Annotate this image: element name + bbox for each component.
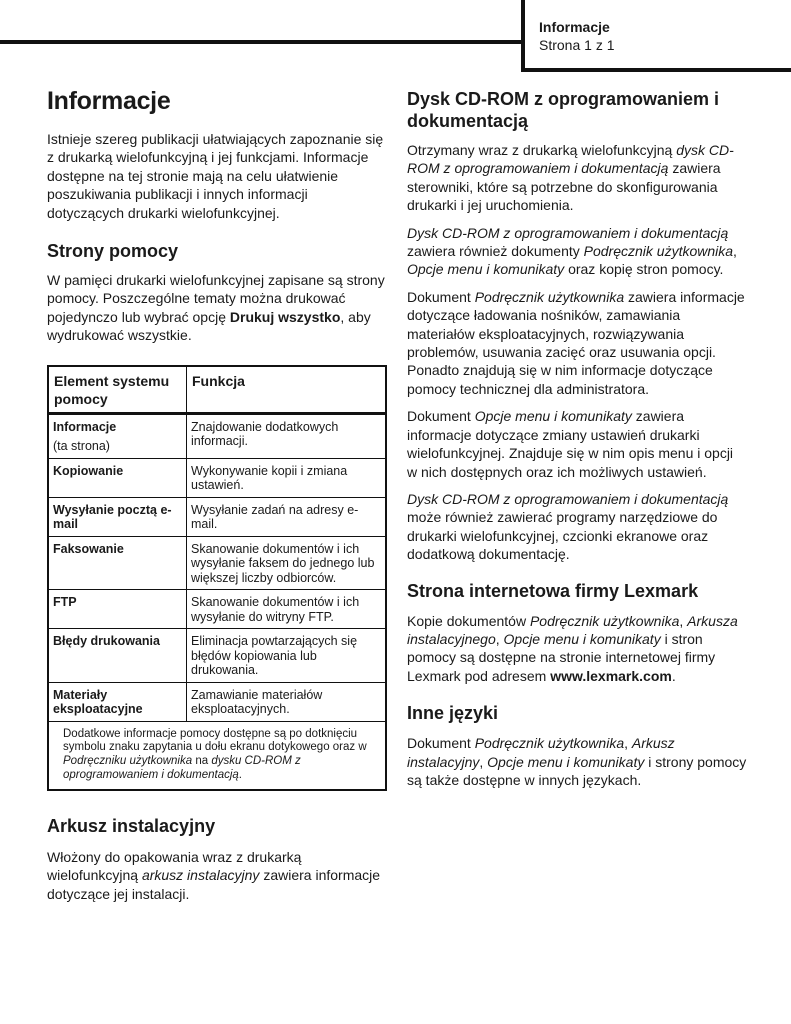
languages-paragraph: Dokument Podręcznik użytkownika, Arkusz instalacyjny, Opcje menu i komunikaty i strony pomocy są także dostępne w innych językach. xyxy=(407,735,747,788)
setup-sheet-heading: Arkusz instalacyjny xyxy=(47,815,216,836)
table-cell-function: Eliminacja powtarzających się błędów kopiowania lub drukowania. xyxy=(187,629,387,683)
table-cell-function: Skanowanie dokumentów i ich wysyłanie faksem do jednego lub większej liczby odbiorców. xyxy=(187,536,387,590)
page-title: Informacje xyxy=(47,87,171,115)
lexmark-url[interactable]: www.lexmark.com xyxy=(550,667,672,684)
table-cell-element: Materiały eksploatacyjne xyxy=(48,682,187,721)
table-cell-function: Zamawianie materiałów eksploatacyjnych. xyxy=(187,682,387,721)
left-column xyxy=(47,86,387,903)
table-row xyxy=(48,497,386,536)
print-all-option: Drukuj wszystko xyxy=(229,308,341,325)
header-rule xyxy=(0,40,525,44)
table-row xyxy=(48,536,386,590)
table-cell-function: Znajdowanie dodatkowych informacji. xyxy=(187,413,387,458)
header-box xyxy=(521,0,791,72)
table-cell-element: Informacje (ta strona) xyxy=(48,413,187,458)
page-indicator: Strona 1 z 1 xyxy=(539,37,615,53)
help-table xyxy=(47,365,387,791)
help-pages-paragraph: W pamięci drukarki wielofunkcyjnej zapisane są strony pomocy. Poszczególne tematy można drukować pojedynczo lub wybrać opcję Drukuj wszystko, aby wydrukować wszystkie. xyxy=(47,272,385,344)
cd-paragraph-3: Dokument Podręcznik użytkownika zawiera informacje dotyczące ładowania nośników, zamawiania materiałów eksploatacyjnych, rozwiązywania problemów, usuwania zacięć oraz usuwania opcji. Ponadto znajdują się w nim informacje dotyczące pomocy technicznej dla administratora. xyxy=(407,288,745,397)
help-table-header xyxy=(48,366,386,414)
cd-heading: Dysk CD-ROM z oprogramowaniem i dokumentacją xyxy=(407,89,720,131)
table-row xyxy=(48,590,386,629)
web-heading: Strona internetowa firmy Lexmark xyxy=(407,580,699,601)
cd-paragraph-4: Dokument Opcje menu i komunikaty zawiera informacje dotyczące zmiany ustawień drukarki wielofunkcyjnej. Znajduje się w nim opis menu i opcji w nich dostępnych oraz ich możliwych ustawień. xyxy=(407,408,734,480)
table-cell-function: Skanowanie dokumentów i ich wysyłanie do witryny FTP. xyxy=(187,590,387,629)
table-cell-element: FTP xyxy=(48,590,187,629)
col-element-header: Element systemu pomocy xyxy=(48,366,187,414)
table-row xyxy=(48,682,386,721)
header-title: Informacje xyxy=(539,19,610,35)
table-note-row xyxy=(48,721,386,790)
web-paragraph: Kopie dokumentów Podręcznik użytkownika, Arkusza instalacyjnego, Opcje menu i komunikaty i stron pomocy są dostępne na stronie internetowej firmy Lexmark pod adresem www.lexmark.com. xyxy=(407,612,738,684)
setup-sheet-paragraph: Włożony do opakowania wraz z drukarką wielofunkcyjną arkusz instalacyjny zawiera informacje dotyczące jej instalacji. xyxy=(47,848,381,902)
table-cell-element: Kopiowanie xyxy=(48,458,187,497)
table-row xyxy=(48,458,386,497)
table-cell-element: Faksowanie xyxy=(48,536,187,590)
table-note: Dodatkowe informacje pomocy dostępne są po dotknięciu symbolu znaku zapytania u dołu ekranu dotykowego oraz w Podręczniku użytkownika na dysku CD-ROM z oprogramowaniem i dokumentacją. xyxy=(48,721,386,790)
cd-paragraph-1: Otrzymany wraz z drukarką wielofunkcyjną dysk CD-ROM z oprogramowaniem i dokumentacją zawiera sterowniki, które są potrzebne do skonfigurowania drukarki i jej uruchomienia. xyxy=(407,142,734,214)
languages-heading: Inne języki xyxy=(407,703,499,724)
col-function-header: Funkcja xyxy=(187,366,387,414)
intro-paragraph: Istnieje szereg publikacji ułatwiających zapoznanie się z drukarką wielofunkcyjną i jej funkcjami. Informacje dostępne na tej stronie mają na celu ułatwienie poszukiwania publikacji i innych informacji dotyczących drukarki wielofunkcyjnej. xyxy=(47,131,384,221)
table-cell-function: Wysyłanie zadań na adresy e-mail. xyxy=(187,497,387,536)
cd-paragraph-5: Dysk CD-ROM z oprogramowaniem i dokumentacją może również zawierać programy narzędziowe do drukarki wielofunkcyjnej, czcionki ekranowe oraz dodatkową dokumentację. xyxy=(407,490,729,563)
table-row xyxy=(48,629,386,683)
table-cell-element: Wysyłanie pocztą e-mail xyxy=(48,497,187,536)
table-cell-function: Wykonywanie kopii i zmiana ustawień. xyxy=(187,458,387,497)
table-row xyxy=(48,413,386,458)
cd-paragraph-2: Dysk CD-ROM z oprogramowaniem i dokumentacją zawiera również dokumenty Podręcznik użytkownika, Opcje menu i komunikaty oraz kopię stron pomocy. xyxy=(407,224,737,278)
table-cell-element: Błędy drukowania xyxy=(48,629,187,683)
right-column xyxy=(407,88,747,789)
help-pages-heading: Strony pomocy xyxy=(47,241,179,262)
